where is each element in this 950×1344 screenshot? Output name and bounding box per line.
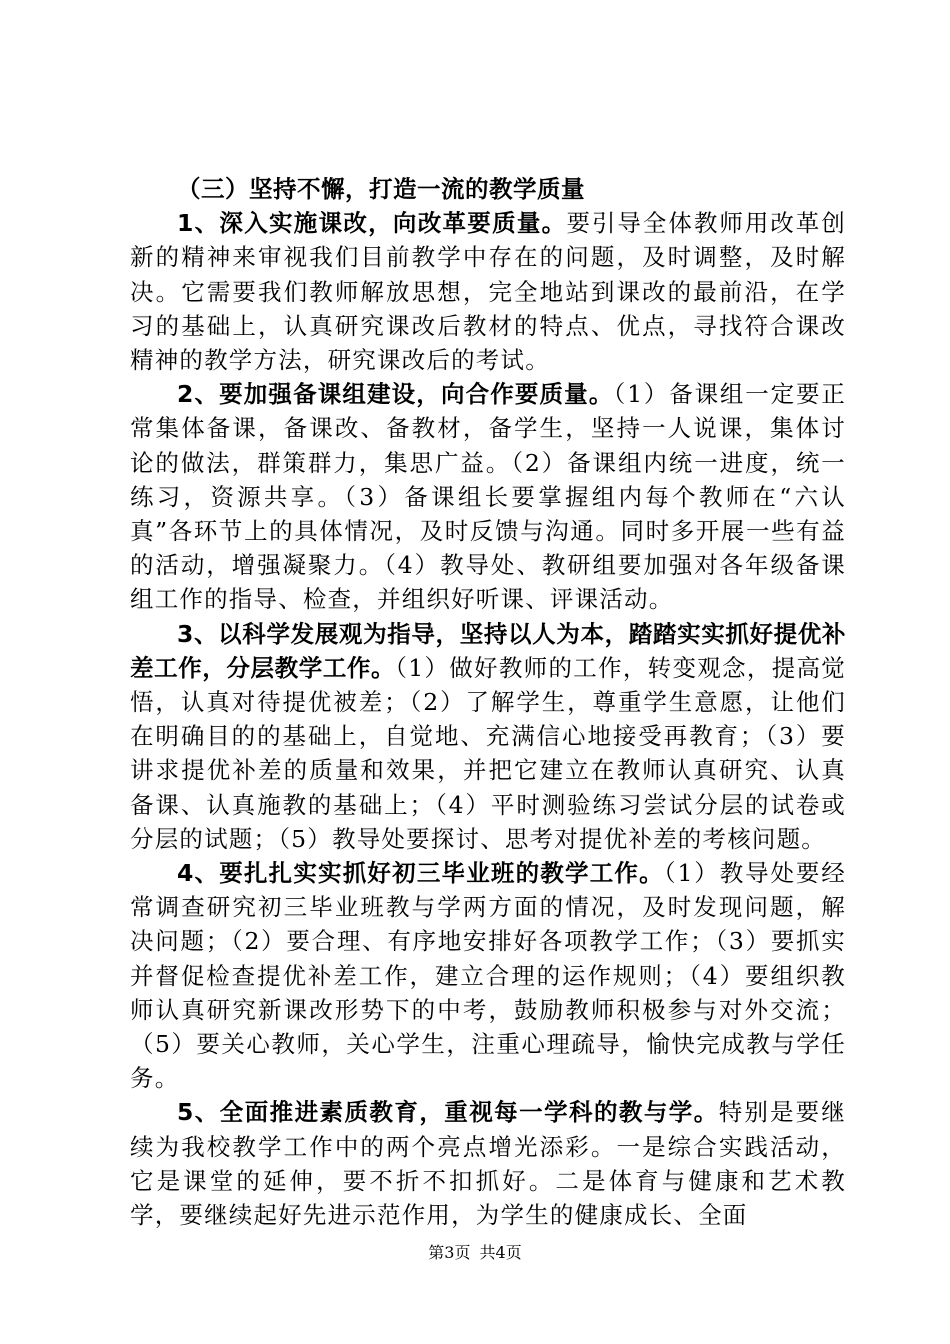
paragraph-text: （1）备课组一定要正常集体备课，备课改、备教材，备学生，坚持一人说课，集体讨论的做法，群策群力，集思广益。（2）备课组内统一进度，统一练习，资源共享。（3）备课组长要掌握组内每个教师在“六认真”各环节上的具体情况，及时反馈与沟通。同时多开展一些有益的活动，增强凝聚力。（4）教导处、教研组要加强对各年级备课组工作的指导、检查，并组织好听课、评课活动。 xyxy=(130,380,846,614)
paragraph-1 xyxy=(130,206,846,377)
paragraph-4 xyxy=(130,856,846,1095)
paragraph-lead: 2、要加强备课组建设，向合作要质量。 xyxy=(177,380,614,409)
page-number: 第3页 xyxy=(428,1243,471,1262)
paragraph-text: （1）做好教师的工作，转变观念，提高觉悟，认真对待提优被差；（2）了解学生，尊重学生意愿，让他们在明确目的的基础上，自觉地、充满信心地接受再教育；（3）要讲求提优补差的质量和效果，并把它建立在教师认真研究、认真备课、认真施教的基础上；（4）平时测验练习尝试分层的试卷或分层的试题；（5）教导处要探讨、思考对提优补差的考核问题。 xyxy=(130,653,846,853)
document-body xyxy=(130,172,846,1232)
paragraph-text: 要引导全体教师用改革创新的精神来审视我们目前教学中存在的问题，及时调整，及时解决。它需要我们教师解放思想，完全地站到课改的最前沿，在学习的基础上，认真研究课改后教材的特点、优点，寻找符合课改精神的教学方法，研究课改后的考试。 xyxy=(130,209,846,375)
paragraph-lead: 3、以科学发展观为指导，坚持以人为本，踏踏实实抓好提优补差工作，分层教学工作。 xyxy=(130,619,846,682)
page-footer xyxy=(0,1240,950,1263)
paragraph-2 xyxy=(130,377,846,616)
paragraph-3 xyxy=(130,617,846,856)
paragraph-text: 特别是要继续为我校教学工作中的两个亮点增光添彩。一是综合实践活动，它是课堂的延伸，要不折不扣抓好。二是体育与健康和艺术教学，要继续起好先进示范作用，为学生的健康成长、全面 xyxy=(130,1098,846,1230)
page-total: 共4页 xyxy=(479,1243,522,1262)
paragraph-5 xyxy=(130,1095,846,1232)
paragraph-lead: 1、深入实施课改，向改革要质量。 xyxy=(177,209,567,238)
paragraph-lead: 5、全面推进素质教育，重视每一学科的教与学。 xyxy=(177,1098,719,1127)
paragraph-lead: 4、要扎扎实实抓好初三毕业班的教学工作。 xyxy=(177,859,664,888)
section-heading: （三）坚持不懈，打造一流的教学质量 xyxy=(177,175,585,203)
paragraph-text: （1）教导处要经常调查研究初三毕业班教与学两方面的情况，及时发现问题，解决问题；（2）要合理、有序地安排好各项教学工作；（3）要抓实并督促检查提优补差工作，建立合理的运作规则；（4）要组织教师认真研究新课改形势下的中考，鼓励教师积极参与对外交流；（5）要关心教师，关心学生，注重心理疏导，愉快完成教与学任务。 xyxy=(130,859,846,1093)
